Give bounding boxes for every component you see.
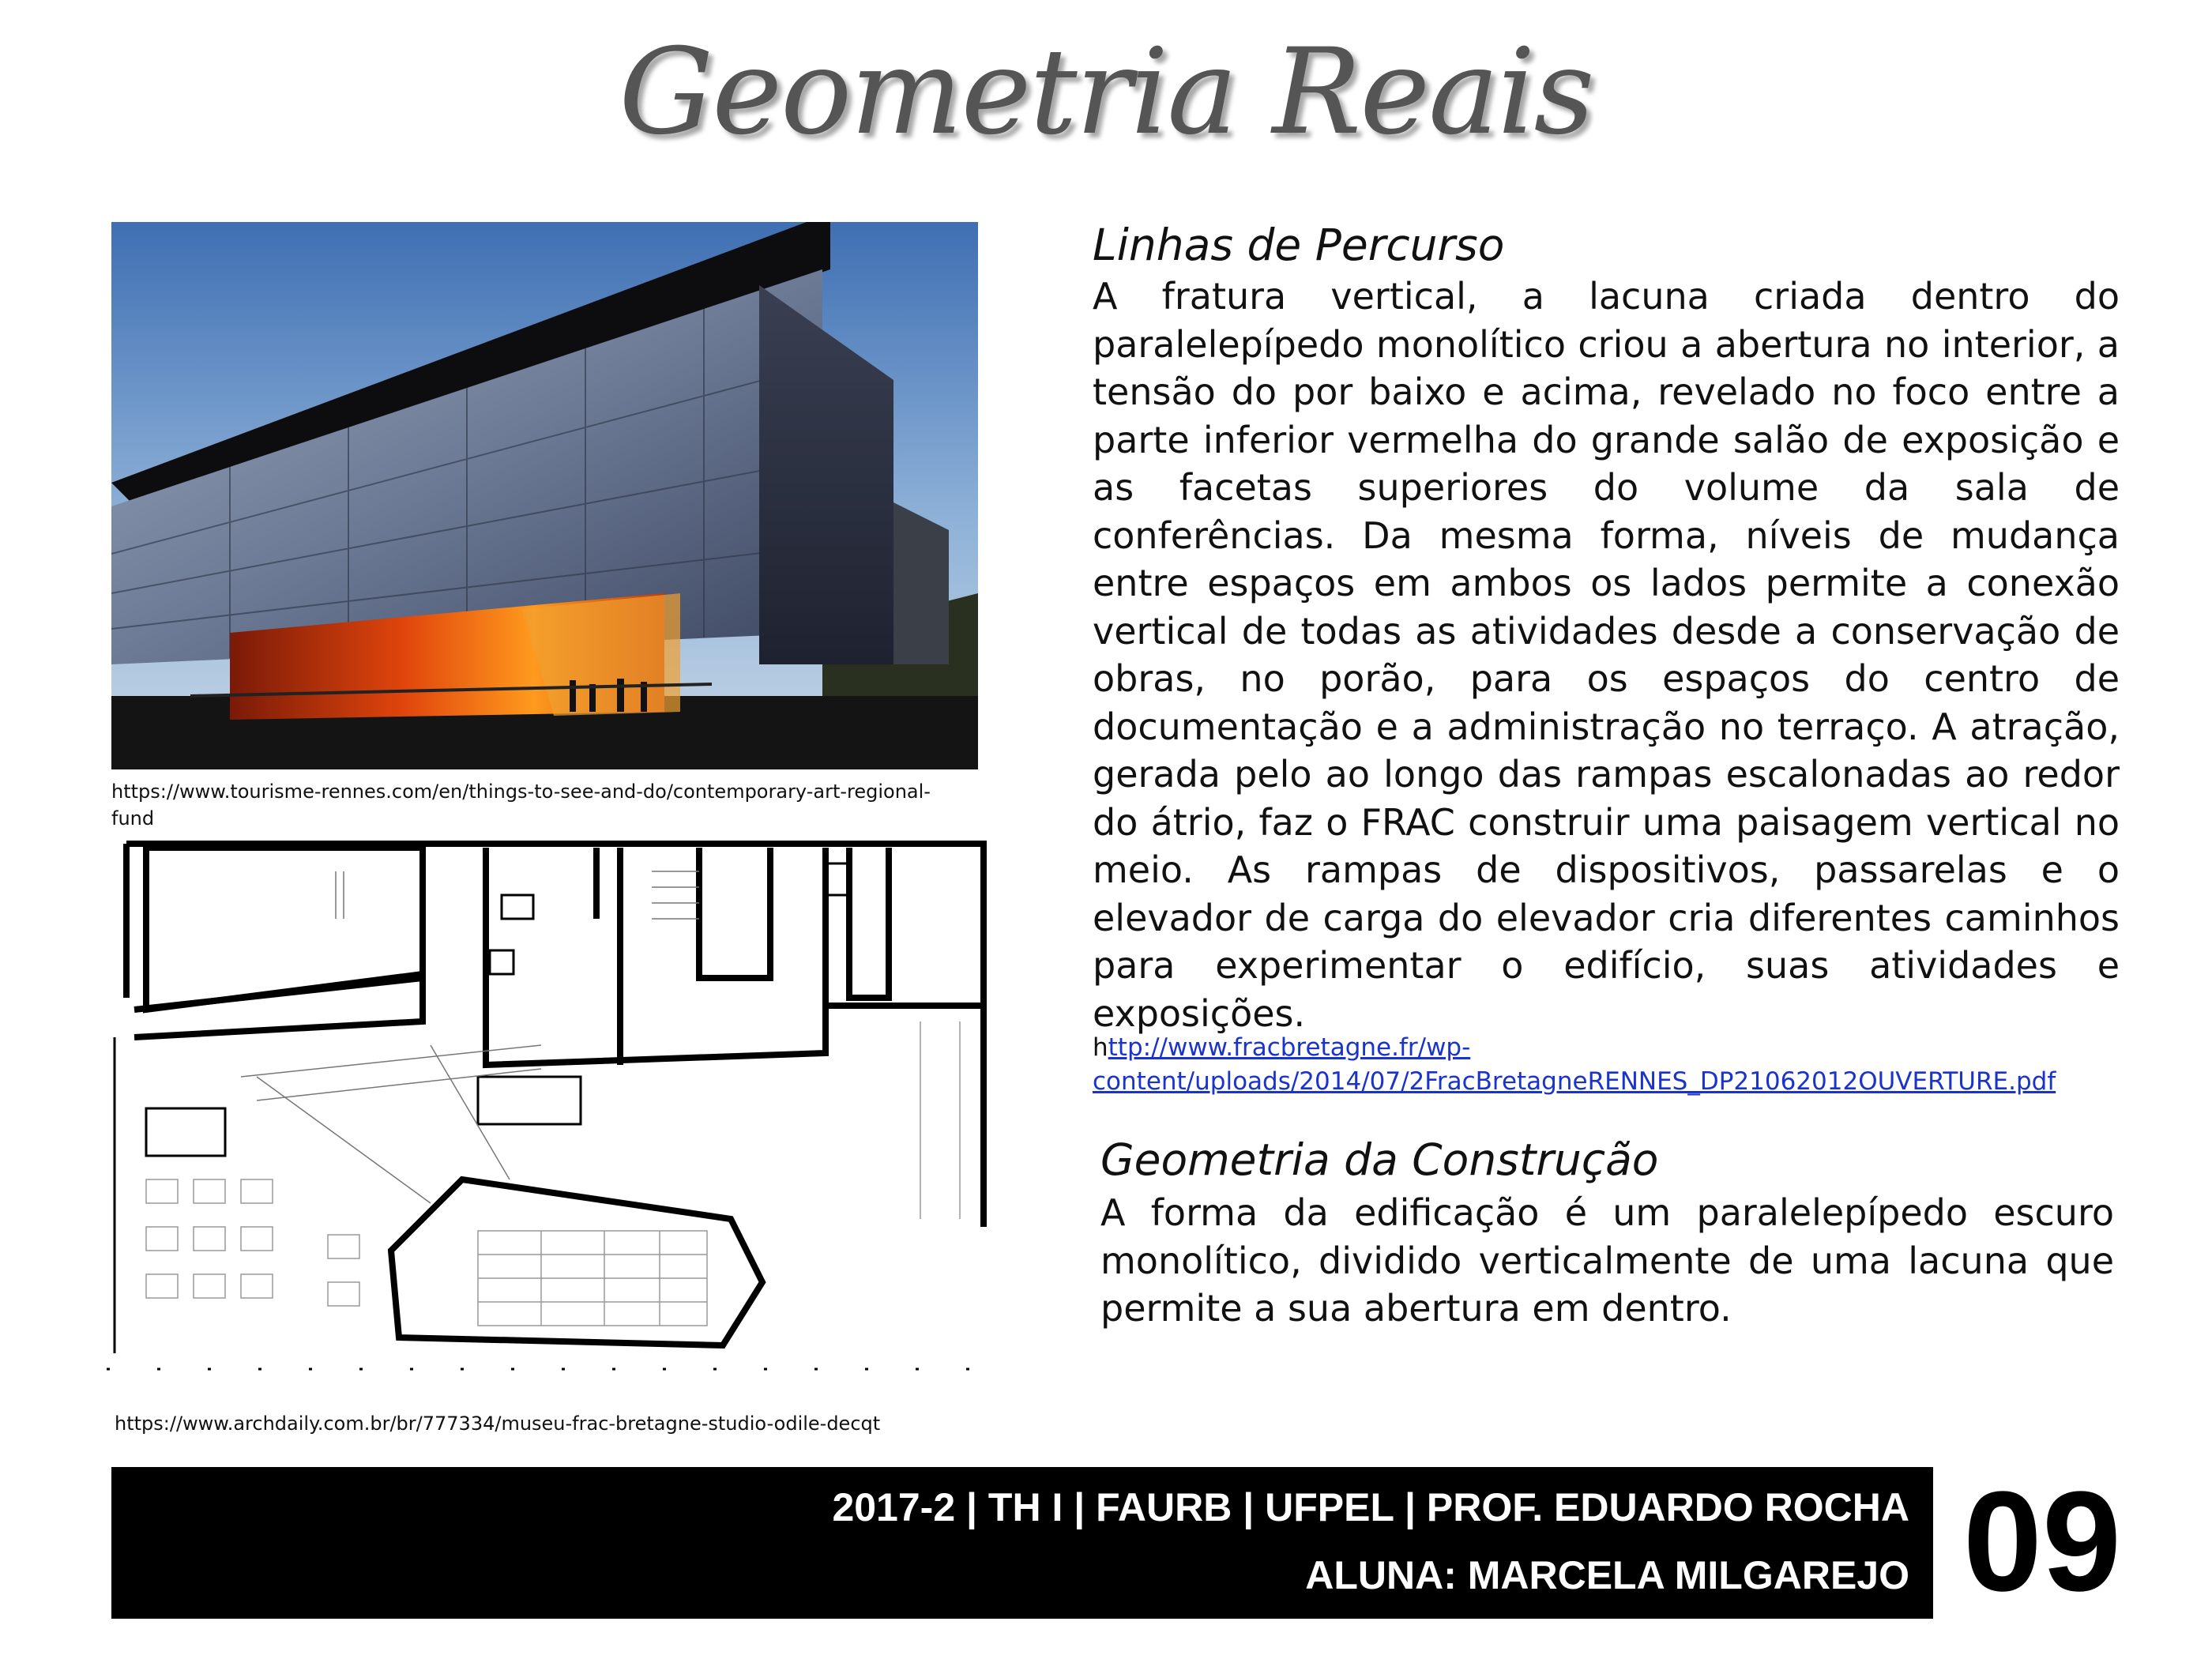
building-photo — [111, 222, 978, 769]
photo-source-caption: https://www.tourisme-rennes.com/en/things-to-see-and-do/contemporary-art-regional-fund — [111, 781, 931, 830]
section-heading-linhas: Linhas de Percurso — [1093, 220, 1505, 270]
link-prefix: h — [1093, 1033, 1108, 1062]
page-title: Geometria Reais — [619, 24, 1593, 161]
source-link[interactable]: ttp://www.fracbretagne.fr/wp-content/uploads/2014/07/2FracBretagneRENNES_DP21062012OUVERTURE.pdf — [1093, 1033, 2056, 1096]
section-body-linhas: A fratura vertical, a lacuna criada dentro do paralelepípedo monolítico criou a abertura no interior, a tensão do por baixo e acima, revelado no foco entre a parte inferior vermelha do grande salão de exposição e as facetas superiores do volume da sala de conferências. Da mesma forma, níveis de mudança entre espaços em ambos os lados permite a conexão vertical de todas as atividades desde a conservação de obras, no porão, para os espaços do centro de documentação e a administração no terraço. A atração, gerada pelo ao longo das rampas escalonadas ao redor do átrio, faz o FRAC construir uma paisagem vertical no meio. As rampas de dispositivos, passarelas e o elevador de carga do elevador cria diferentes caminhos para experimentar o edifício, suas atividades e exposições. — [1093, 275, 2120, 1035]
footer-student-line: ALUNA: MARCELA MILGAREJO — [1305, 1553, 1909, 1597]
source-link-block — [1093, 1031, 2120, 1099]
section-body-geometria: A forma da edificação é um paralelepípedo escuro monolítico, dividido verticalmente de uma lacuna que permite a sua abertura em dentro. — [1100, 1191, 2114, 1330]
footer-bar — [111, 1467, 1933, 1619]
plan-source-caption: https://www.archdaily.com.br/br/777334/museu-frac-bretagne-studio-odile-decqt — [115, 1413, 881, 1435]
floor-plan-drawing — [99, 840, 988, 1375]
footer-course-line: 2017-2 | TH I | FAURB | UFPEL | PROF. EDUARDO ROCHA — [832, 1485, 1909, 1529]
section-heading-geometria: Geometria da Construção — [1100, 1134, 1659, 1185]
page-number: 09 — [1962, 1462, 2122, 1621]
